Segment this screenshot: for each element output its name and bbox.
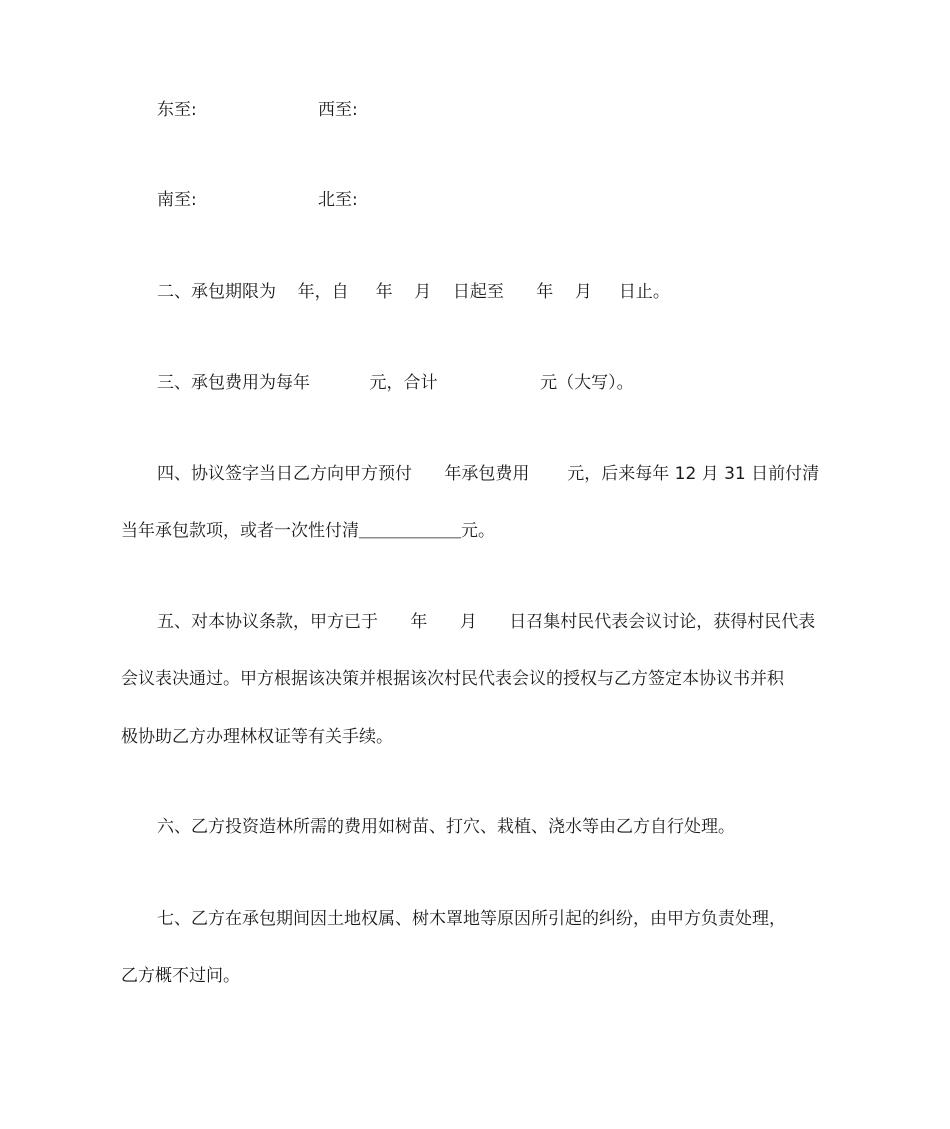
clause-4-line-2: 当年承包款项，或者一次性付清＿＿＿＿＿＿元。 (121, 521, 495, 541)
clause-7-line-2: 乙方概不过问。 (121, 966, 240, 986)
clause-5-line-3: 极协助乙方办理林权证等有关手续。 (121, 727, 393, 747)
clause-4-line-1: 四、协议签字当日乙方向甲方预付 年承包费用 元，后来每年 12 月 31 日前付清 (157, 464, 820, 484)
boundary-south: 南至: (157, 190, 197, 210)
clause-7-line-1: 七、乙方在承包期间因土地权属、树木罩地等原因所引起的纠纷，由甲方负责处理， (157, 909, 786, 929)
clause-5-line-1: 五、对本协议条款，甲方已于 年 月 日召集村民代表会议讨论，获得村民代表 (157, 612, 816, 632)
boundary-east: 东至: (157, 100, 197, 120)
boundary-west: 西至: (318, 100, 358, 120)
clause-5-line-2: 会议表决通过。甲方根据该决策并根据该次村民代表会议的授权与乙方签定本协议书并积 (121, 669, 784, 689)
clause-3-fee: 三、承包费用为每年 元，合计 元（大写）。 (157, 373, 634, 393)
clause-6: 六、乙方投资造林所需的费用如树苗、打穴、栽植、浇水等由乙方自行处理。 (157, 817, 735, 837)
boundary-north: 北至: (318, 190, 358, 210)
clause-2-term: 二、承包期限为 年，自 年 月 日起至 年 月 日止。 (157, 282, 670, 302)
